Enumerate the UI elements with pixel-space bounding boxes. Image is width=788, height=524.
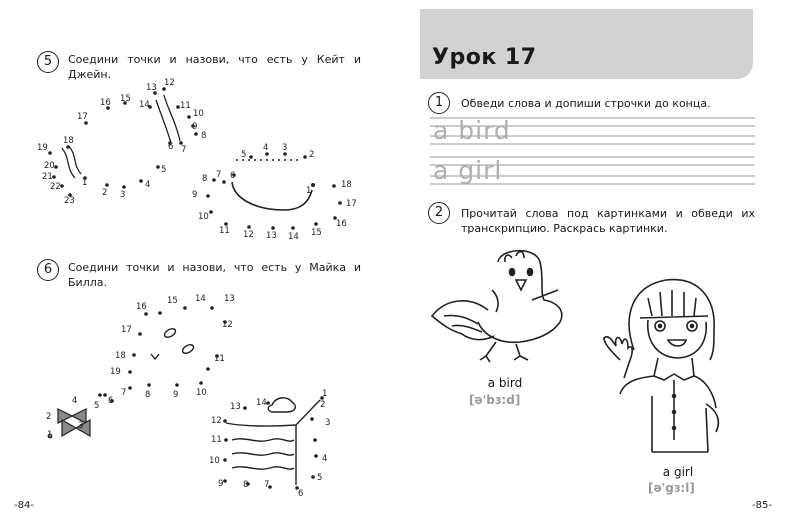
trace-word-bird: a bird <box>433 116 511 145</box>
trace-word-girl: a girl <box>433 156 503 185</box>
p3-num-3: 3 <box>78 421 84 431</box>
page-number-left: -84- <box>14 500 34 511</box>
p4-num-2: 2 <box>320 400 326 410</box>
task6-number: 6 <box>37 259 59 281</box>
p1-num-15: 15 <box>120 94 131 104</box>
p2-num-13: 13 <box>266 231 277 241</box>
p1-num-13: 13 <box>146 83 157 93</box>
p1-num-6: 6 <box>168 142 174 152</box>
girl-caption: a girl <box>662 465 694 479</box>
p2-num-2: 2 <box>309 150 315 160</box>
p3-num-13: 13 <box>224 294 235 304</box>
p1-num-1: 1 <box>82 178 88 188</box>
p3-num-8: 8 <box>145 390 151 400</box>
task5-line1: Соедини точки и назови, что есть у Кейт и <box>68 53 361 66</box>
p2-num-12: 12 <box>243 230 254 240</box>
p1-num-18: 18 <box>63 136 74 146</box>
p3-num-17: 17 <box>121 325 132 335</box>
p3-num-2: 2 <box>46 412 52 422</box>
bird-transcription: [ə'bɜ:d] <box>469 393 521 407</box>
p2-num-11: 11 <box>219 226 230 236</box>
p2-num-8: 8 <box>202 174 208 184</box>
p4-num-10: 10 <box>209 456 220 466</box>
p1-num-19: 19 <box>37 143 48 153</box>
p4-num-14: 14 <box>256 398 267 408</box>
p3-num-9: 9 <box>173 390 179 400</box>
p3-num-12: 12 <box>222 320 233 330</box>
girl-transcription: [ə'gɜ:l] <box>648 481 695 495</box>
page-number-right: -85- <box>752 500 772 511</box>
lesson-title: Урок 17 <box>432 45 537 70</box>
p1-num-10: 10 <box>193 109 204 119</box>
p3-num-6: 6 <box>108 396 114 406</box>
p4-num-4: 4 <box>322 454 328 464</box>
p2-num-16: 16 <box>336 219 347 229</box>
p2-num-15: 15 <box>311 228 322 238</box>
p4-num-5: 5 <box>317 473 323 483</box>
p1-num-17: 17 <box>77 112 88 122</box>
p4-num-13: 13 <box>230 402 241 412</box>
p1-num-20: 20 <box>44 161 55 171</box>
p3-num-7: 7 <box>121 388 127 398</box>
p1-num-21: 21 <box>42 172 53 182</box>
p4-num-12: 12 <box>211 416 222 426</box>
task5-line2: Джейн. <box>68 68 112 81</box>
p1-num-8: 8 <box>201 131 207 141</box>
p2-num-18: 18 <box>341 180 352 190</box>
p2-num-7: 7 <box>216 170 222 180</box>
p3-num-14: 14 <box>195 294 206 304</box>
p1-num-2: 2 <box>102 188 108 198</box>
p4-num-6: 6 <box>298 489 304 499</box>
p2-num-9: 9 <box>192 190 198 200</box>
task6-line1: Соедини точки и назови, что есть у Майка и <box>68 261 361 274</box>
p2-num-3: 3 <box>282 143 288 153</box>
p3-num-1: 1 <box>47 430 53 440</box>
p1-num-3: 3 <box>120 190 126 200</box>
bird-caption: a bird <box>487 376 523 390</box>
p1-num-22: 22 <box>50 182 61 192</box>
p3-num-11: 11 <box>214 354 225 364</box>
p1-num-23: 23 <box>64 196 75 206</box>
task6-line2: Билла. <box>68 276 107 289</box>
p4-num-3: 3 <box>325 418 331 428</box>
p2-num-10: 10 <box>198 212 209 222</box>
p2-num-6: 6 <box>230 171 236 181</box>
p3-num-15: 15 <box>167 296 178 306</box>
p2-num-4: 4 <box>263 143 269 153</box>
p1-num-9: 9 <box>192 122 198 132</box>
task5-number: 5 <box>37 51 59 73</box>
p1-num-11: 11 <box>180 101 191 111</box>
p4-num-11: 11 <box>211 435 222 445</box>
p4-num-8: 8 <box>243 480 249 490</box>
p3-num-16: 16 <box>136 302 147 312</box>
p3-num-10: 10 <box>196 388 207 398</box>
task2-number: 2 <box>428 202 450 224</box>
p4-num-7: 7 <box>264 480 270 490</box>
p4-num-9: 9 <box>218 479 224 489</box>
p1-num-16: 16 <box>100 98 111 108</box>
p4-num-1: 1 <box>322 389 328 399</box>
p2-num-1: 1 <box>306 186 312 196</box>
p1-num-7: 7 <box>181 145 187 155</box>
task1-number: 1 <box>428 92 450 114</box>
p3-num-4: 4 <box>72 396 78 406</box>
p3-num-19: 19 <box>110 367 121 377</box>
task2-line1: Прочитай слова под картинками и обведи их <box>461 207 755 220</box>
p2-num-5: 5 <box>241 150 247 160</box>
p3-num-18: 18 <box>115 351 126 361</box>
task2-line2: транскрипцию. Раскрась картинки. <box>461 222 668 235</box>
p1-num-4: 4 <box>145 180 151 190</box>
p2-num-17: 17 <box>346 199 357 209</box>
p3-num-5: 5 <box>94 401 100 411</box>
p1-num-12: 12 <box>164 78 175 88</box>
p1-num-5: 5 <box>161 165 167 175</box>
p2-num-14: 14 <box>288 232 299 242</box>
p1-num-14: 14 <box>139 100 150 110</box>
task1-text: Обведи слова и допиши строчки до конца. <box>461 97 711 110</box>
